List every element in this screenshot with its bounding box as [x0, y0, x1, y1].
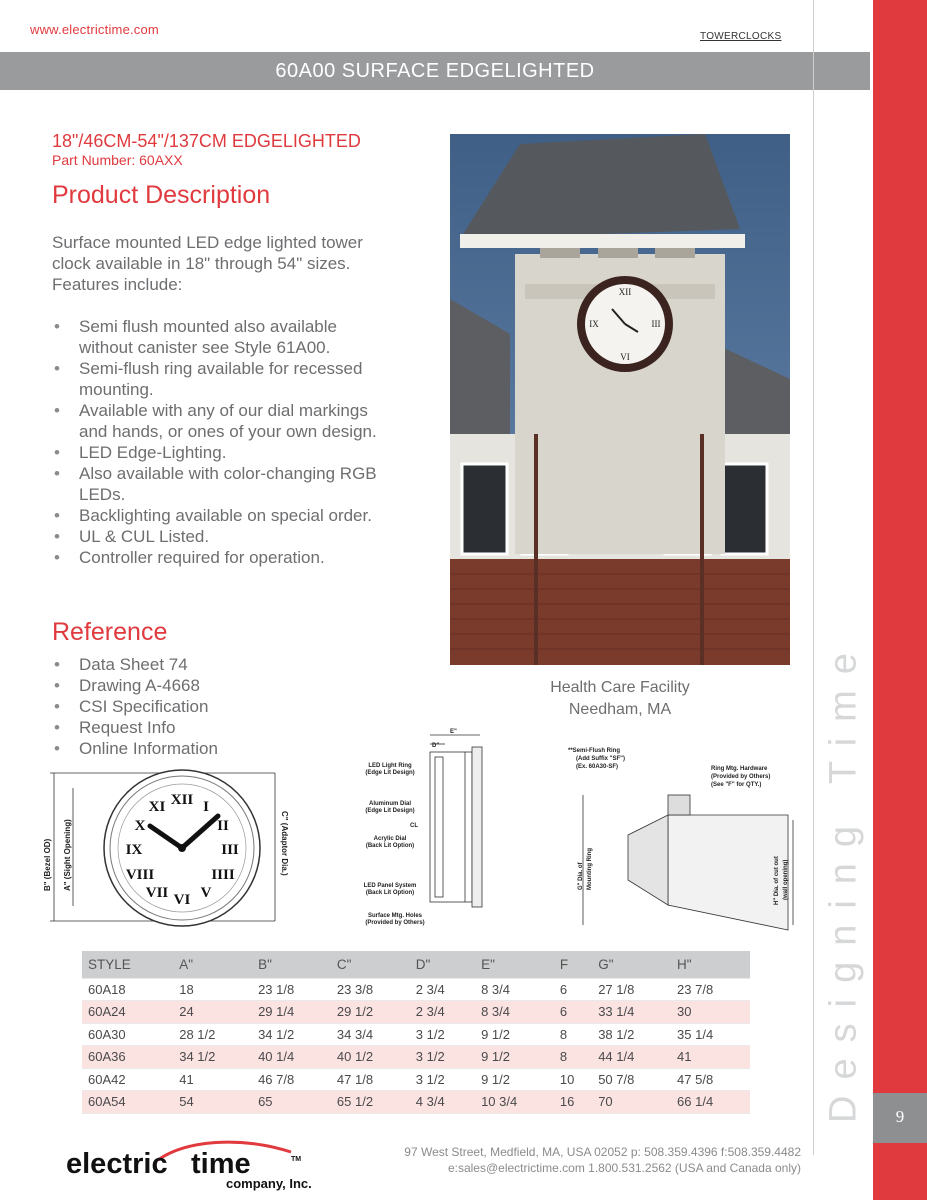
table-cell: 23 7/8 — [677, 981, 714, 997]
label-acrylic-dial-note: (Back Lit Option) — [365, 843, 415, 849]
reference-heading: Reference — [52, 618, 168, 646]
table-cell: 41 — [179, 1071, 194, 1087]
table-cell: 9 1/2 — [481, 1026, 510, 1042]
label-aluminum-dial: Aluminum Dial — [368, 801, 412, 807]
table-cell: 44 1/4 — [592, 1046, 671, 1069]
dial-numeral: III — [221, 842, 239, 858]
product-description-heading: Product Description — [52, 181, 271, 209]
table-cell: 47 5/8 — [677, 1071, 714, 1087]
product-subtitle: 18"/46CM-54"/137CM EDGELIGHTED — [52, 131, 361, 151]
table-cell: 60A18 — [88, 981, 126, 997]
label-semi-flush-example: (Ex. 60A30-SF) — [576, 764, 619, 770]
column-header: E" — [475, 951, 554, 978]
table-cell: 3 1/2 — [415, 1026, 445, 1042]
table-cell: 8 — [559, 1026, 568, 1042]
feature-list — [52, 316, 392, 568]
table-cell: 60A42 — [88, 1071, 126, 1087]
table-cell: 16 — [554, 1091, 592, 1114]
table-cell: 3 1/2 — [415, 1071, 445, 1087]
table-cell: 29 1/2 — [331, 1001, 410, 1024]
table-cell: 50 7/8 — [598, 1071, 635, 1087]
part-number: Part Number: 60AXX — [52, 152, 183, 168]
table-cell: 2 3/4 — [415, 981, 445, 997]
table-cell: 66 1/4 — [671, 1091, 750, 1114]
dial-numeral: XII — [170, 792, 194, 808]
reference-link-drawing[interactable]: • Drawing A-4668 — [52, 675, 218, 696]
table-cell: 65 — [252, 1091, 331, 1114]
svg-text:III: III — [651, 319, 661, 329]
table-cell: 34 1/2 — [258, 1026, 295, 1042]
label-ring-hardware-note: (Provided by Others) — [711, 774, 771, 780]
section-link[interactable]: TOWERCLOCKS — [700, 31, 782, 42]
table-cell: 27 1/8 — [598, 981, 635, 997]
list-item: • LED Edge-Lighting. — [52, 442, 392, 463]
table-cell: 23 3/8 — [336, 981, 374, 997]
svg-text:VI: VI — [620, 352, 630, 362]
label-semi-flush-suffix: (Add Suffix "SF") — [576, 756, 626, 762]
table-cell: 60A24 — [82, 1001, 173, 1024]
table-cell: 29 1/4 — [252, 1001, 331, 1024]
site-url[interactable]: www.electrictime.com — [30, 22, 159, 37]
table-cell: 60A54 — [82, 1091, 173, 1114]
tagline-container — [822, 630, 866, 1130]
dial-numeral: XI — [148, 799, 166, 815]
table-cell: 8 — [554, 1046, 592, 1069]
table-cell: 46 7/8 — [258, 1071, 295, 1087]
table-row — [82, 1001, 750, 1024]
column-header: G" — [592, 951, 671, 978]
table-cell: 40 1/2 — [331, 1046, 410, 1069]
label-mtg-holes: Surface Mtg. Holes — [367, 913, 423, 919]
dial-numeral: VII — [145, 885, 169, 901]
label-h-dia: H" Dia. of cut out — [774, 856, 780, 905]
list-item: • Backlighting available on special order. — [52, 505, 392, 526]
spec-table — [82, 951, 750, 1114]
logo-text-electric: electric — [66, 1148, 168, 1180]
title-bar — [0, 52, 870, 90]
column-header: D" — [410, 951, 475, 978]
tagline: Designing Time — [822, 637, 865, 1123]
table-cell: 28 1/2 — [179, 1026, 216, 1042]
table-cell: 65 1/2 — [331, 1091, 410, 1114]
table-cell: 38 1/2 — [598, 1026, 635, 1042]
table-cell: 35 1/4 — [677, 1026, 714, 1042]
label-semi-flush-ring: **Semi-Flush Ring — [568, 748, 621, 754]
table-cell: 24 — [173, 1001, 252, 1024]
dial-numeral: I — [203, 799, 209, 815]
label-ring-hardware-qty: (See "F" for QTY.) — [711, 782, 762, 788]
table-row — [82, 1091, 750, 1114]
product-photo — [450, 134, 790, 665]
page-title: 60A00 SURFACE EDGELIGHTED — [275, 60, 595, 82]
red-sidebar — [873, 0, 927, 1200]
table-cell: 23 1/8 — [258, 981, 295, 997]
table-cell: 4 3/4 — [410, 1091, 475, 1114]
label-led-panel: LED Panel System — [363, 883, 417, 889]
label-d: D" — [432, 743, 440, 749]
svg-text:XII: XII — [618, 287, 632, 297]
dial-numeral: II — [217, 818, 229, 834]
list-item: • Available with any of our dial markings and hands, or ones of your own design. — [52, 400, 392, 442]
table-cell: 41 — [671, 1046, 750, 1069]
label-bezel-od: B" (Bezel OD) — [43, 838, 52, 891]
label-acrylic-dial: Acrylic Dial — [373, 836, 407, 842]
table-cell: 34 3/4 — [336, 1026, 374, 1042]
front-drawing — [40, 766, 300, 936]
table-cell: 47 1/8 — [336, 1071, 374, 1087]
list-item: • Semi-flush ring available for recessed mounting. — [52, 358, 392, 400]
mounting-drawing — [558, 740, 808, 935]
label-aluminum-dial-note: (Edge Lit Design) — [365, 808, 415, 814]
dial-numeral: X — [134, 818, 146, 834]
table-cell: 8 3/4 — [481, 981, 510, 997]
footer-address: 97 West Street, Medfield, MA, USA 02052 p: 508.359.4396 f:508.359.4482 — [404, 1145, 801, 1159]
dial-numeral: VIII — [125, 867, 155, 883]
company-logo — [66, 1138, 316, 1193]
product-description: Surface mounted LED edge lighted tower clock available in 18" through 54" sizes. Features include: — [52, 233, 363, 294]
table-cell: 30 — [671, 1001, 750, 1024]
column-header: STYLE — [82, 951, 173, 978]
label-mounting-ring: Mounting Ring — [587, 848, 593, 890]
table-cell: 8 3/4 — [475, 1001, 554, 1024]
page-number: 9 — [895, 1107, 905, 1126]
logo-text-time: time — [191, 1148, 251, 1180]
column-header: F — [554, 951, 592, 978]
label-cl: CL — [410, 823, 418, 829]
table-cell: 6 — [554, 1001, 592, 1024]
logo-trademark: TM — [291, 1156, 302, 1163]
table-cell: 2 3/4 — [410, 1001, 475, 1024]
table-row — [82, 1046, 750, 1069]
dial-numeral: VI — [173, 892, 191, 908]
table-row — [82, 1023, 750, 1046]
column-header: B" — [252, 951, 331, 978]
table-cell: 10 — [559, 1071, 575, 1087]
column-header: C" — [331, 951, 410, 978]
label-wall-opening: (wall opening) — [783, 859, 789, 900]
table-cell: 60A36 — [82, 1046, 173, 1069]
label-led-light-ring: LED Light Ring — [368, 763, 412, 769]
table-cell: 40 1/4 — [252, 1046, 331, 1069]
label-ring-hardware: Ring Mtg. Hardware — [711, 766, 768, 772]
photo-caption-line-2: Needham, MA — [568, 701, 672, 718]
column-header: A" — [173, 951, 252, 978]
dial-numeral: IIII — [211, 867, 235, 883]
table-cell: 6 — [559, 981, 568, 997]
dial-numeral: V — [200, 885, 212, 901]
footer-contact: e:sales@electrictime.com 1.800.531.2562 (USA and Canada only) — [447, 1161, 801, 1175]
reference-link-request-info[interactable]: • Request Info — [52, 717, 218, 738]
table-row — [82, 978, 750, 1001]
logo-subtext: company, Inc. — [226, 1176, 312, 1191]
reference-link-data-sheet[interactable]: • Data Sheet 74 — [52, 654, 218, 675]
divider — [813, 0, 814, 1155]
table-cell: 3 1/2 — [410, 1046, 475, 1069]
table-cell: 34 1/2 — [173, 1046, 252, 1069]
reference-link-online-info[interactable]: • Online Information — [52, 738, 218, 759]
label-led-light-ring-note: (Edge Lit Design) — [365, 770, 415, 776]
photo-caption-line-1: Health Care Facility — [550, 679, 690, 696]
label-adaptor-dia: C" (Adaptor Dia.) — [280, 811, 289, 876]
table-cell: 9 1/2 — [481, 1071, 510, 1087]
table-header-row — [82, 951, 750, 978]
reference-link-csi[interactable]: • CSI Specification — [52, 696, 218, 717]
side-drawing — [350, 727, 500, 932]
list-item: • Semi flush mounted also available without canister see Style 61A00. — [52, 316, 392, 358]
table-cell: 10 3/4 — [475, 1091, 554, 1114]
dial-numeral: IX — [125, 842, 143, 858]
table-cell: 60A30 — [88, 1026, 126, 1042]
label-e: E" — [450, 729, 457, 735]
page-number-box — [873, 1093, 927, 1143]
list-item: • Controller required for operation. — [52, 547, 392, 568]
table-cell: 33 1/4 — [592, 1001, 671, 1024]
table-cell: 9 1/2 — [475, 1046, 554, 1069]
label-g-dia: G" Dia. of — [578, 862, 584, 890]
list-item: • UL & CUL Listed. — [52, 526, 392, 547]
column-header: H" — [671, 951, 750, 978]
table-cell: 70 — [592, 1091, 671, 1114]
svg-text:IX: IX — [589, 319, 599, 329]
label-mtg-holes-note: (Provided by Others) — [365, 920, 425, 926]
table-cell: 18 — [179, 981, 194, 997]
table-cell: 54 — [173, 1091, 252, 1114]
table-row — [82, 1068, 750, 1091]
list-item: • Also available with color-changing RGB LEDs. — [52, 463, 392, 505]
label-sight-opening: A" (Sight Opening) — [63, 819, 72, 891]
reference-list — [52, 654, 218, 759]
label-led-panel-note: (Back Lit Option) — [365, 890, 415, 896]
